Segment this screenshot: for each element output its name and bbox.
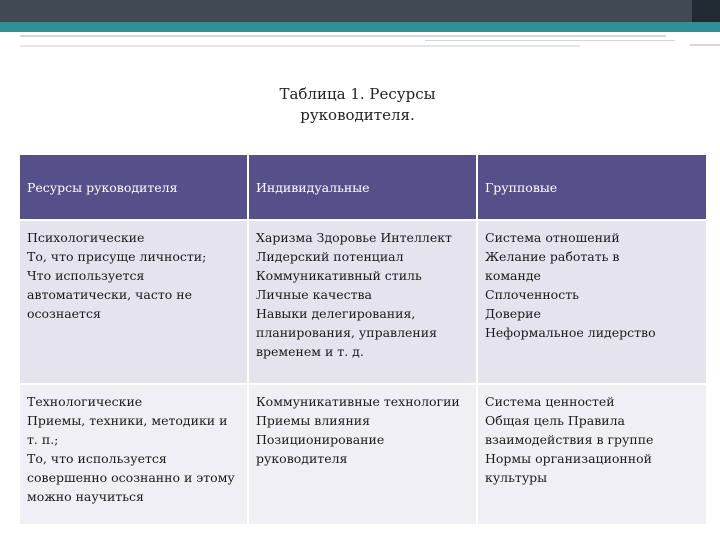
decorative-line	[20, 35, 666, 37]
cell-line: т. п.;	[27, 432, 59, 447]
table-cell-individual	[248, 384, 477, 524]
resources-table	[20, 155, 706, 524]
cell-line: можно научиться	[27, 489, 144, 504]
cell-line: Доверие	[485, 306, 541, 321]
table-row	[20, 220, 706, 384]
decorative-line	[425, 40, 675, 41]
table-cell-psychological	[20, 220, 248, 384]
table-cell-technological	[20, 384, 248, 524]
cell-line: Сплоченность	[485, 287, 579, 302]
cell-line: Нормы организационной	[485, 451, 652, 466]
column-header-resources: Ресурсы руководителя	[20, 155, 248, 220]
cell-line: Лидерский потенциал	[256, 249, 404, 264]
cell-line: Харизма Здоровье Интеллект	[256, 230, 452, 245]
cell-line: культуры	[485, 470, 548, 485]
cell-line: Технологические	[27, 394, 143, 409]
cell-line: временем и т. д.	[256, 344, 364, 359]
column-header-individual: Индивидуальные	[248, 155, 477, 220]
decorative-line	[20, 45, 580, 47]
cell-line: Неформальное лидерство	[485, 325, 656, 340]
cell-line: То, что используется	[27, 451, 167, 466]
cell-line: автоматически, часто не	[27, 287, 192, 302]
cell-line: Система ценностей	[485, 394, 615, 409]
cell-line: Система отношений	[485, 230, 620, 245]
table-cell-individual	[248, 220, 477, 384]
cell-line: Что используется	[27, 268, 145, 283]
cell-line: Приемы, техники, методики и	[27, 413, 228, 428]
column-header-group: Групповые	[477, 155, 706, 220]
cell-line: руководителя	[256, 451, 348, 466]
accent-band	[0, 22, 720, 32]
cell-line: команде	[485, 268, 541, 283]
table-cell-group	[477, 220, 706, 384]
cell-line: Желание работать в	[485, 249, 620, 264]
title-line: руководителя.	[300, 106, 415, 124]
cell-line: взаимодействия в группе	[485, 432, 654, 447]
cell-line: Приемы влияния	[256, 413, 371, 428]
top-bar-corner	[692, 0, 720, 22]
table-row	[20, 384, 706, 524]
cell-line: осознается	[27, 306, 101, 321]
cell-line: Позиционирование	[256, 432, 385, 447]
cell-line: планирования, управления	[256, 325, 437, 340]
cell-line: Личные качества	[256, 287, 373, 302]
table-header-row	[20, 155, 706, 220]
title-line: Таблица 1. Ресурсы	[279, 85, 436, 103]
cell-line: Коммуникативные технологии	[256, 394, 460, 409]
cell-line: То, что присуще личности;	[27, 249, 207, 264]
top-bar	[0, 0, 720, 22]
cell-line: совершенно осознанно и этому	[27, 470, 235, 485]
cell-line: Коммуникативный стиль	[256, 268, 422, 283]
decorative-line	[690, 44, 720, 46]
table-cell-group	[477, 384, 706, 524]
cell-line: Психологические	[27, 230, 145, 245]
cell-line: Навыки делегирования,	[256, 306, 416, 321]
slide-title	[230, 84, 485, 126]
cell-line: Общая цель Правила	[485, 413, 625, 428]
